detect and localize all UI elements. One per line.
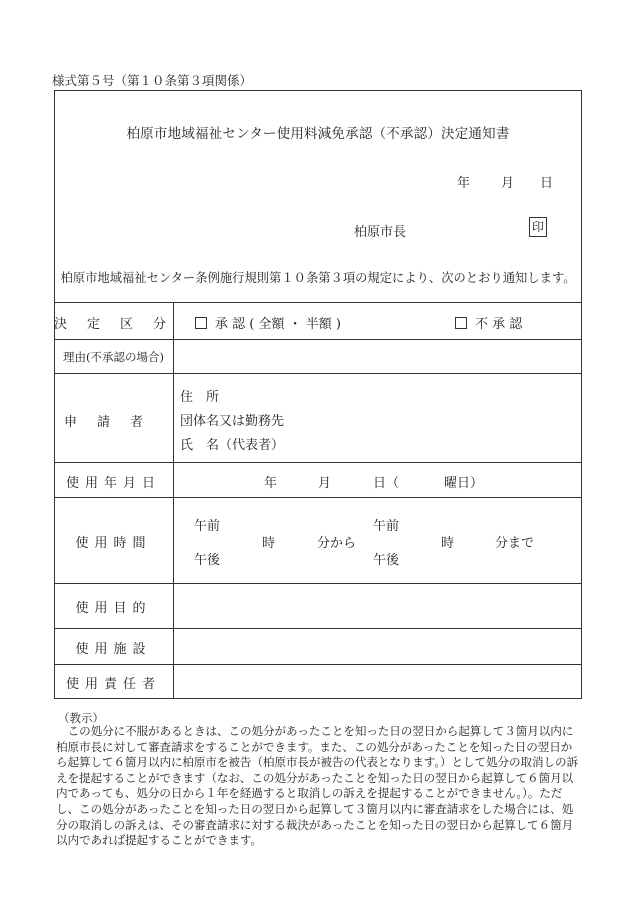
document-title: 柏原市地域福祉センター使用料減免承認（不承認）決定通知書 (126, 126, 510, 142)
approve-option[interactable]: 承 認 ( 全額 ・ 半額 ) (195, 313, 341, 332)
use-time-label: 使用時間 (75, 536, 152, 551)
row-divider (54, 497, 582, 498)
row-divider (54, 339, 582, 340)
applicant-label: 申請者 (63, 415, 163, 430)
use-date-year: 年 (264, 476, 278, 491)
end-hour: 時 (441, 536, 455, 551)
date-year: 年 (457, 176, 471, 191)
applicant-name: 氏 名（代表者） (180, 438, 285, 453)
row-divider (54, 583, 582, 584)
end-am: 午前 (373, 519, 400, 534)
decision-label: 決定区分 (54, 317, 187, 332)
notice-text: 柏原市地域福祉センター条例施行規則第１０条第３項の規定により、次のとおり通知します。 (60, 271, 576, 285)
approve-checkbox[interactable] (195, 317, 207, 329)
applicant-organization: 団体名又は勤務先 (180, 414, 285, 429)
table-top-rule (54, 302, 582, 303)
seal-mark: 印 (529, 217, 547, 237)
facility-label: 使用施設 (75, 642, 152, 657)
end-minute-to: 分まで (495, 536, 535, 551)
issuer-name: 柏原市長 (354, 225, 407, 240)
reject-option[interactable]: 不 承 認 (455, 313, 522, 332)
reason-label: 理由(不承認の場合) (63, 350, 164, 364)
reject-checkbox[interactable] (455, 317, 467, 329)
column-divider (173, 302, 174, 699)
use-date-day: 日（ (373, 476, 400, 491)
use-date-month: 月 (318, 476, 332, 491)
row-divider (54, 373, 582, 374)
row-divider (54, 628, 582, 629)
end-pm: 午後 (373, 553, 400, 568)
purpose-label: 使用目的 (75, 601, 152, 616)
start-minute-from: 分から (317, 536, 357, 551)
start-am: 午前 (194, 519, 221, 534)
start-hour: 時 (262, 536, 276, 551)
use-date-label: 使用年月日 (65, 476, 161, 491)
use-date-weekday: 曜日） (444, 476, 484, 491)
row-divider (54, 462, 582, 463)
start-pm: 午後 (194, 553, 221, 568)
instruction-body: この処分に不服があるときは、この処分があったことを知った日の翌日から起算して３箇月以内に柏原市長に対して審査請求をすることができます。また、この処分があったことを知った日の翌日から起算して６箇月以内に柏原市を被告（柏原市長が被告の代表となります。）として処分の取消しの訴えを提起することができます（なお、この処分があったことを知った日の翌日から起算して６箇月以内であっても、処分の日から１年を経過すると取消しの訴えを提起することができません。）。ただし、この処分があったことを知った日の翌日から起算して３箇月以内に審査請求をした場合には、処分の取消しの訴えは、その審査請求に対する裁決があったことを知った日の翌日から起算して６箇月以内であれば提起することができます。 (56, 724, 578, 848)
row-divider (54, 664, 582, 665)
form-number: 様式第５号（第１０条第３項関係） (52, 73, 253, 88)
date-day: 日 (540, 176, 554, 191)
applicant-address: 住 所 (180, 390, 220, 405)
instruction-heading: （教示） (58, 711, 104, 725)
date-month: 月 (501, 176, 515, 191)
responsible-person-label: 使用責任者 (65, 677, 161, 692)
